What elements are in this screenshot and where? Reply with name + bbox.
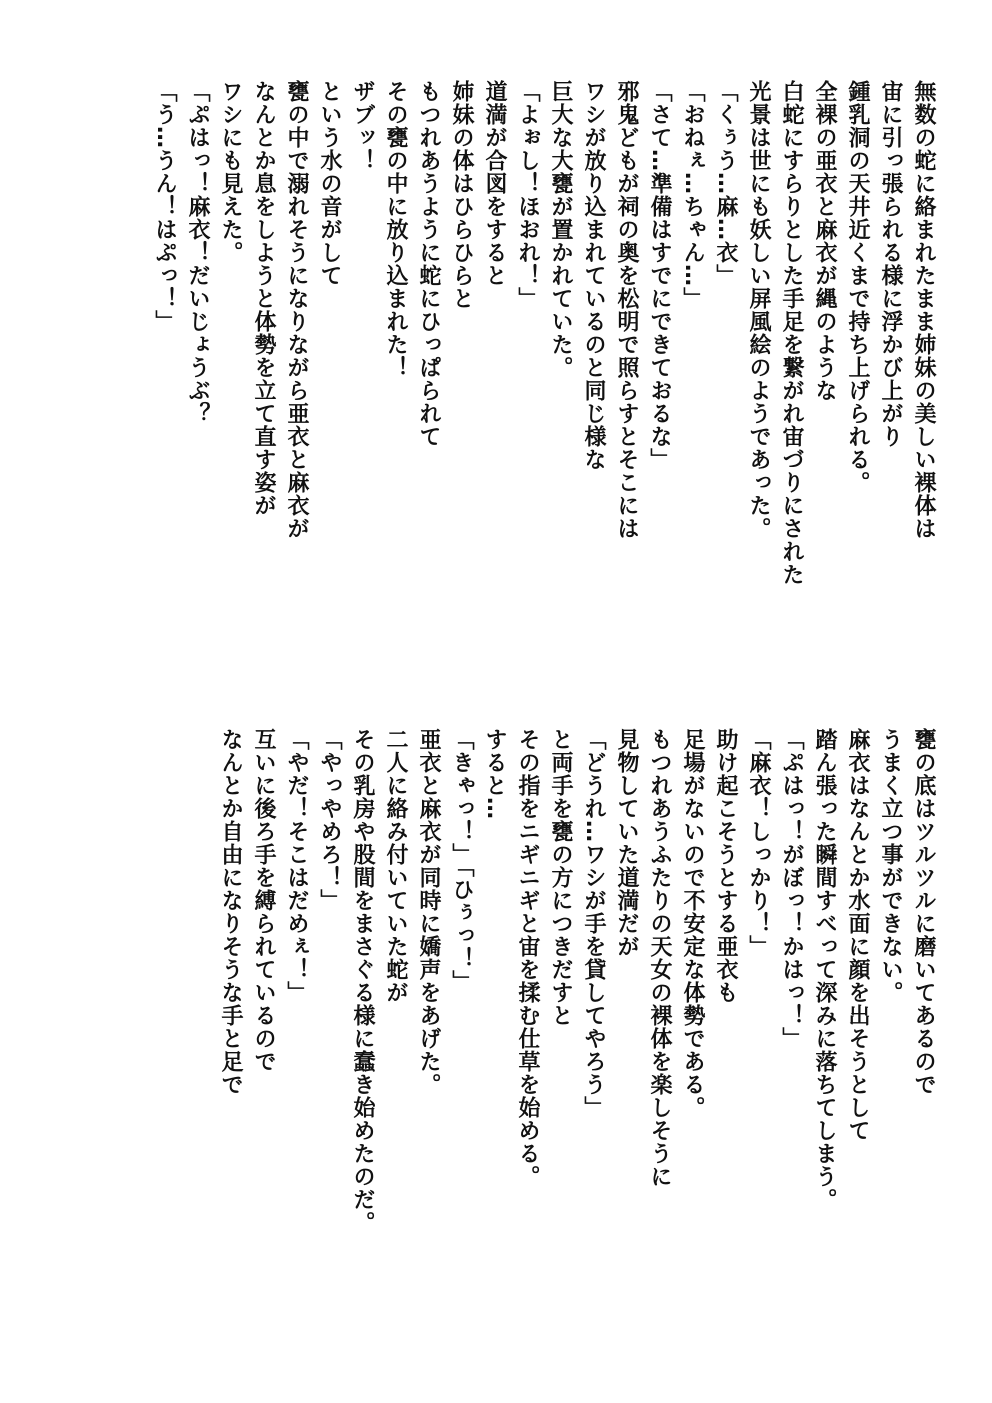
text-line: 麻衣はなんとか水面に顔を出そうとして [845,728,870,1142]
text-block-top [148,80,940,690]
text-line: 無数の蛇に絡まれたまま姉妹の美しい裸体は [911,80,936,540]
text-line: 「ぷはっ！がぼっ！かはっ！」 [779,728,804,1050]
text-line: ザブッ！ [350,80,375,172]
text-line: ワシにも見えた。 [218,80,243,264]
text-line: 互いに後ろ手を縛られているので [251,728,276,1073]
text-line: 「おねぇ…ちゃん…」 [680,80,705,310]
text-line: もつれあうように蛇にひっぱられて [416,80,441,448]
text-line: 巨大な大甕が置かれていた。 [548,80,573,379]
text-line: もつれあうふたりの天女の裸体を楽しそうに [647,728,672,1188]
text-line: 姉妹の体はひらひらと [449,80,474,310]
text-line: 「きゃっ！」「ひぅっ！」 [449,728,474,993]
text-line: 「麻衣！しっかり！」 [746,728,771,958]
text-line: 鍾乳洞の天井近くまで持ち上げられる。 [845,80,870,494]
text-line: 「さて…準備はすでにできておるな」 [647,80,672,471]
text-line: なんとか自由になりそうな手と足で [218,728,243,1096]
text-line: 「くぅう…麻…衣」 [713,80,738,287]
text-line: すると… [482,728,507,820]
text-line: 宙に引っ張られる様に浮かび上がり [878,80,903,448]
text-line: 「やだ！そこはだめぇ！」 [284,728,309,1004]
text-line: 「よぉし！ほおれ！」 [515,80,540,310]
text-line: 道満が合図をすると [482,80,507,287]
text-line: という水の音がして [317,80,342,287]
text-line: 白蛇にすらりとした手足を繋がれ宙づりにされた [779,80,804,586]
text-line: 二人に絡み付いていた蛇が [383,728,408,1004]
text-line: なんとか息をしようと体勢を立て直す姿が [251,80,276,517]
text-line: 足場がないので不安定な体勢である。 [680,728,705,1119]
text-line: その甕の中に放り込まれた！ [383,80,408,379]
text-line: その指をニギニギと宙を揉む仕草を始める。 [515,728,540,1188]
text-line: 踏ん張った瞬間すべって深みに落ちてしまう。 [812,728,837,1211]
text-line: 「どうれ…ワシが手を貸してやろう」 [581,728,606,1119]
text-block-bottom [214,728,940,1328]
text-line: 「う…うん！はぷっ！」 [152,80,177,333]
text-line: 甕の底はツルツルに磨いてあるので [911,728,936,1096]
text-line: と両手を甕の方につきだすと [548,728,573,1027]
text-line: 光景は世にも妖しい屏風絵のようであった。 [746,80,771,540]
text-line: 亜衣と麻衣が同時に嬌声をあげた。 [416,728,441,1096]
text-line: 全裸の亜衣と麻衣が縄のような [812,80,837,402]
text-line: 邪鬼どもが祠の奥を松明で照らすとそこには [614,80,639,540]
text-line: 「ぷはっ！麻衣！だいじょうぶ？ [185,80,210,425]
text-line: うまく立つ事ができない。 [878,728,903,1004]
text-line: 見物していた道満だが [614,728,639,958]
text-line: ワシが放り込まれているのと同じ様な [581,80,606,471]
text-line: 助け起こそうとする亜衣も [713,728,738,1004]
text-line: 甕の中で溺れそうになりながら亜衣と麻衣が [284,80,309,540]
text-line: その乳房や股間をまさぐる様に蠢き始めたのだ。 [350,728,375,1234]
text-line: 「やっやめろ！」 [317,728,342,912]
